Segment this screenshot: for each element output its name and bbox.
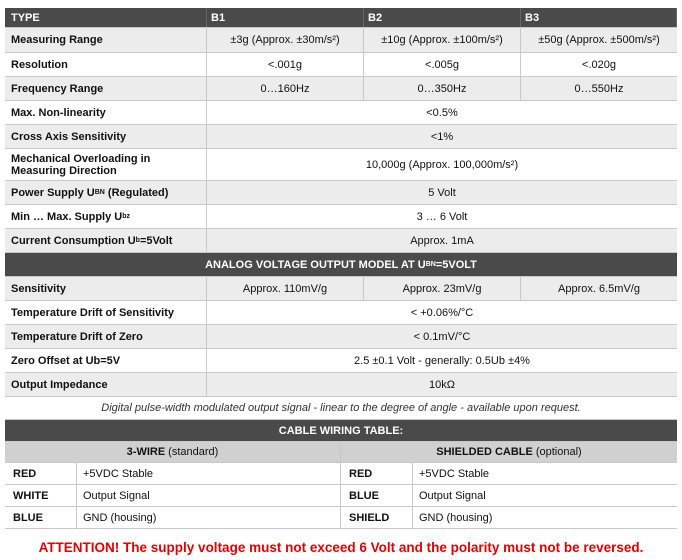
wiring-row [5,463,677,485]
header-b2: B2 [364,8,521,27]
power-supply-label-text: Power Supply U [11,186,95,199]
wiring-right-title: SHIELDED CABLE [436,446,533,458]
row-frequency-range [5,77,677,101]
frequency-range-label: Frequency Range [5,77,207,100]
row-note [5,397,677,420]
current-label-text: Current Consumption U [11,234,136,247]
resolution-b3: <.020g [582,58,616,71]
zero-offset-value: 2.5 ±0.1 Volt - generally: 0.5Ub ±4% [354,354,530,367]
frequency-range-b3: 0…550Hz [574,82,624,95]
row-overloading [5,149,677,181]
non-linearity-value: <0.5% [426,106,458,119]
wiring-left-color: RED [5,463,77,484]
output-impedance-value: 10kΩ [429,378,455,391]
wiring-right-opt: (optional) [535,446,582,458]
row-non-linearity [5,101,677,125]
frequency-range-b1: 0…160Hz [207,77,364,100]
row-supply-range [5,205,677,229]
supply-range-value: 3 … 6 Volt [416,210,468,223]
temp-drift-zero-label: Temperature Drift of Zero [5,325,207,348]
supply-range-label [5,205,207,228]
wiring-left-opt: (standard) [168,446,219,458]
resolution-b2: <.005g [364,53,521,76]
zero-offset-label: Zero Offset at Ub=5V [5,349,207,372]
wiring-left-title: 3-WIRE [126,446,166,458]
header-type: TYPE [5,8,207,27]
overloading-value: 10,000g (Approx. 100,000m/s²) [365,158,519,171]
analog-title-sub: BN [425,261,436,268]
digital-note: Digital pulse-width modulated output signal - linear to the degree of angle - available upon request. [101,402,581,414]
resolution-b1: <.001g [207,53,364,76]
wiring-right-desc: GND (housing) [419,511,493,524]
analog-section-header [5,253,677,277]
current-value: Approx. 1mA [410,234,474,247]
row-sensitivity [5,277,677,301]
row-zero-offset [5,349,677,373]
spec-table [5,8,677,529]
measuring-range-b2: ±10g (Approx. ±100m/s²) [364,28,521,52]
power-supply-value: 5 Volt [428,186,456,199]
sensitivity-b1: Approx. 110mV/g [207,277,364,300]
wiring-right-desc: +5VDC Stable [419,467,490,480]
sensitivity-label: Sensitivity [5,277,207,300]
power-supply-label-sub: BN [94,189,105,196]
measuring-range-label: Measuring Range [5,28,207,52]
row-current [5,229,677,253]
row-power-supply [5,181,677,205]
header-b3: B3 [521,8,677,27]
wiring-left-header [5,442,341,462]
row-temp-drift-sens [5,301,677,325]
wiring-right-color: RED [341,463,413,484]
current-label-sub: b [135,237,140,244]
wiring-right-color: BLUE [341,485,413,506]
row-temp-drift-zero [5,325,677,349]
measuring-range-b1: ±3g (Approx. ±30m/s²) [207,28,364,52]
wiring-title-row [5,420,677,442]
current-label-tail: =5Volt [139,234,173,247]
sensitivity-b3: Approx. 6.5mV/g [558,282,640,295]
wiring-left-desc: GND (housing) [77,507,341,528]
measuring-range-b3: ±50g (Approx. ±500m/s²) [538,34,660,46]
wiring-left-color: BLUE [5,507,77,528]
wiring-left-desc: +5VDC Stable [77,463,341,484]
wiring-table-title: CABLE WIRING TABLE: [5,420,677,441]
header-b1: B1 [207,8,364,27]
wiring-left-desc: Output Signal [77,485,341,506]
attention-warning: ATTENTION! The supply voltage must not exceed 6 Volt and the polarity must not be reversed. [38,540,644,555]
supply-range-label-text: Min … Max. Supply U [11,210,123,223]
temp-drift-sens-value: < +0.06%/°C [410,306,474,319]
wiring-row [5,507,677,529]
analog-title-text: ANALOG VOLTAGE OUTPUT MODEL AT U [205,258,426,271]
cross-axis-label: Cross Axis Sensitivity [5,125,207,148]
output-impedance-label: Output Impedance [5,373,207,396]
row-measuring-range [5,28,677,53]
wiring-row [5,485,677,507]
power-supply-label-tail: (Regulated) [104,186,169,199]
overloading-label: Mechanical Overloading in Measuring Direction [5,149,207,180]
power-supply-label [5,181,207,204]
wiring-left-color: WHITE [5,485,77,506]
row-cross-axis [5,125,677,149]
sensitivity-b2: Approx. 23mV/g [364,277,521,300]
analog-section-title [5,253,677,276]
cross-axis-value: <1% [430,130,454,143]
current-label [5,229,207,252]
wiring-right-color: SHIELD [341,507,413,528]
temp-drift-zero-value: < 0.1mV/°C [413,330,471,343]
frequency-range-b2: 0…350Hz [364,77,521,100]
analog-title-tail: =5VOLT [435,258,477,271]
supply-range-label-sub: bz [122,213,131,220]
temp-drift-sens-label: Temperature Drift of Sensitivity [5,301,207,324]
wiring-right-header [341,442,677,462]
wiring-header-row [5,442,677,463]
row-resolution [5,53,677,77]
non-linearity-label: Max. Non-linearity [5,101,207,124]
row-output-impedance [5,373,677,397]
table-header-row [5,8,677,28]
resolution-label: Resolution [5,53,207,76]
wiring-right-desc: Output Signal [419,489,486,502]
